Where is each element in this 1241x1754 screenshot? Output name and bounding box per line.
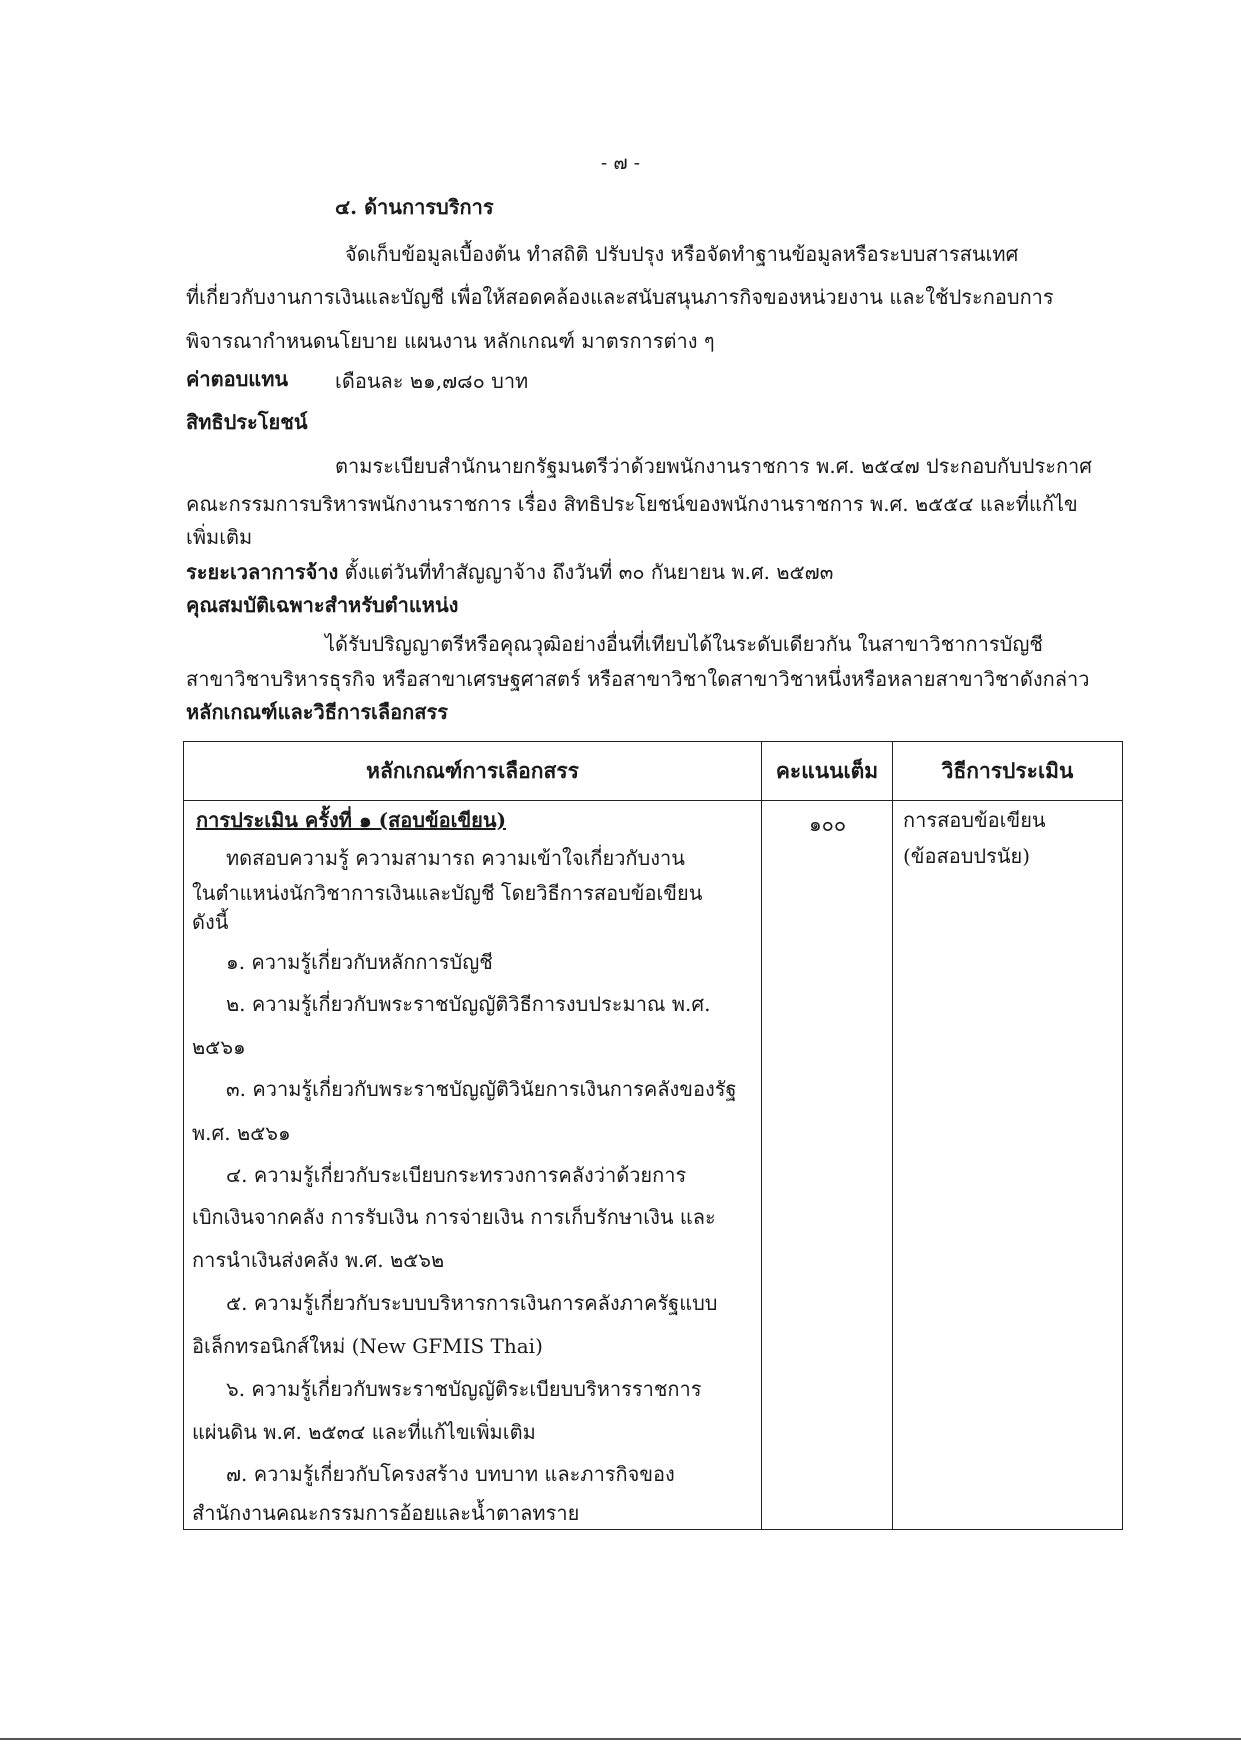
- section-paragraph-line: ที่เกี่ยวกับงานการเงินและบัญชี เพื่อให้สอดคล้องและสนับสนุนภารกิจของหน่วยงาน และใช้ประกอบการ: [186, 285, 1054, 309]
- criteria-line: ในตำแหน่งนักวิชาการเงินและบัญชี โดยวิธีการสอบข้อเขียน: [192, 881, 703, 905]
- criteria-line: ดังนี้: [192, 910, 229, 934]
- benefits-line: ตามระเบียบสำนักนายกรัฐมนตรีว่าด้วยพนักงานราชการ พ.ศ. ๒๕๔๗ ประกอบกับประกาศ: [335, 454, 1092, 478]
- criteria-line: ๒๕๖๑: [192, 1035, 246, 1059]
- full-score-value: ๑๐๐: [808, 812, 847, 836]
- criteria-line: เบิกเงินจากคลัง การรับเงิน การจ่ายเงิน การเก็บรักษาเงิน และ: [192, 1205, 716, 1229]
- assessment-method-line: (ข้อสอบปรนัย): [903, 844, 1031, 868]
- header-full-score: คะแนนเต็ม: [762, 742, 893, 801]
- criteria-line: ๗. ความรู้เกี่ยวกับโครงสร้าง บทบาท และภารกิจของ: [226, 1462, 675, 1486]
- criteria-line: ๖. ความรู้เกี่ยวกับพระราชบัญญัติระเบียบบริหารราชการ: [226, 1377, 702, 1401]
- benefits-label: สิทธิประโยชน์: [186, 410, 308, 434]
- criteria-cell: [184, 801, 762, 1530]
- selection-criteria-table: [183, 741, 1123, 1530]
- employment-period: [186, 559, 833, 585]
- criteria-line: สำนักงานคณะกรรมการอ้อยและน้ำตาลทราย: [192, 1501, 580, 1525]
- header-assessment-method: วิธีการประเมิน: [893, 742, 1123, 801]
- benefits-line: เพิ่มเติม: [186, 525, 253, 549]
- qualifications-label: คุณสมบัติเฉพาะสำหรับตำแหน่ง: [186, 593, 459, 617]
- compensation-label: ค่าตอบแทน: [186, 367, 289, 391]
- table-header-row: [184, 742, 1123, 801]
- header-criteria: หลักเกณฑ์การเลือกสรร: [184, 742, 762, 801]
- assessment-method-line: การสอบข้อเขียน: [903, 808, 1046, 832]
- assessment-title: การประเมิน ครั้งที่ ๑ (สอบข้อเขียน): [196, 808, 507, 832]
- section-paragraph-line: จัดเก็บข้อมูลเบื้องต้น ทำสถิติ ปรับปรุง หรือจัดทำฐานข้อมูลหรือระบบสารสนเทศ: [345, 242, 1019, 266]
- page-number: - ๗ -: [600, 152, 641, 174]
- benefits-line: คณะกรรมการบริหารพนักงานราชการ เรื่อง สิทธิประโยชน์ของพนักงานราชการ พ.ศ. ๒๕๕๔ และที่แก้ไข: [186, 492, 1078, 516]
- criteria-line: แผ่นดิน พ.ศ. ๒๕๓๔ และที่แก้ไขเพิ่มเติม: [192, 1420, 536, 1444]
- page-bottom-edge: [0, 1738, 1241, 1740]
- table-row: [184, 801, 1123, 1530]
- section-paragraph-line: พิจารณากำหนดนโยบาย แผนงาน หลักเกณฑ์ มาตรการต่าง ๆ: [186, 329, 715, 353]
- criteria-line: การนำเงินส่งคลัง พ.ศ. ๒๕๖๒: [192, 1248, 445, 1272]
- qualifications-line: ได้รับปริญญาตรีหรือคุณวุฒิอย่างอื่นที่เทียบได้ในระดับเดียวกัน ในสาขาวิชาการบัญชี: [325, 632, 1043, 656]
- selection-label: หลักเกณฑ์และวิธีการเลือกสรร: [186, 700, 448, 724]
- qualifications-line: สาขาวิชาบริหารธุรกิจ หรือสาขาเศรษฐศาสตร์ หรือสาขาวิชาใดสาขาวิชาหนึ่งหรือหลายสาขาวิชาดังกล่าว: [186, 667, 1090, 691]
- employment-period-value: ตั้งแต่วันที่ทำสัญญาจ้าง ถึงวันที่ ๓๐ กันยายน พ.ศ. ๒๕๗๓: [344, 560, 834, 584]
- criteria-line: ๓. ความรู้เกี่ยวกับพระราชบัญญัติวินัยการเงินการคลังของรัฐ: [226, 1077, 737, 1101]
- criteria-line: ๕. ความรู้เกี่ยวกับระบบบริหารการเงินการคลังภาครัฐแบบ: [226, 1291, 718, 1315]
- criteria-line: ๑. ความรู้เกี่ยวกับหลักการบัญชี: [226, 950, 493, 974]
- criteria-line: ๔. ความรู้เกี่ยวกับระเบียบกระทรวงการคลังว่าด้วยการ: [226, 1163, 687, 1187]
- criteria-line: ๒. ความรู้เกี่ยวกับพระราชบัญญัติวิธีการงบประมาณ พ.ศ.: [226, 992, 711, 1016]
- criteria-line: พ.ศ. ๒๕๖๑: [192, 1121, 291, 1145]
- criteria-line: ทดสอบความรู้ ความสามารถ ความเข้าใจเกี่ยวกับงาน: [226, 846, 685, 870]
- full-score-cell: [762, 801, 893, 1530]
- assessment-method-cell: [893, 801, 1123, 1530]
- compensation-value: เดือนละ ๒๑,๗๘๐ บาท: [335, 369, 529, 393]
- employment-period-label: ระยะเวลาการจ้าง: [186, 560, 339, 584]
- section-heading: ๔. ด้านการบริการ: [335, 195, 494, 219]
- criteria-line: อิเล็กทรอนิกส์ใหม่ (New GFMIS Thai): [192, 1334, 543, 1358]
